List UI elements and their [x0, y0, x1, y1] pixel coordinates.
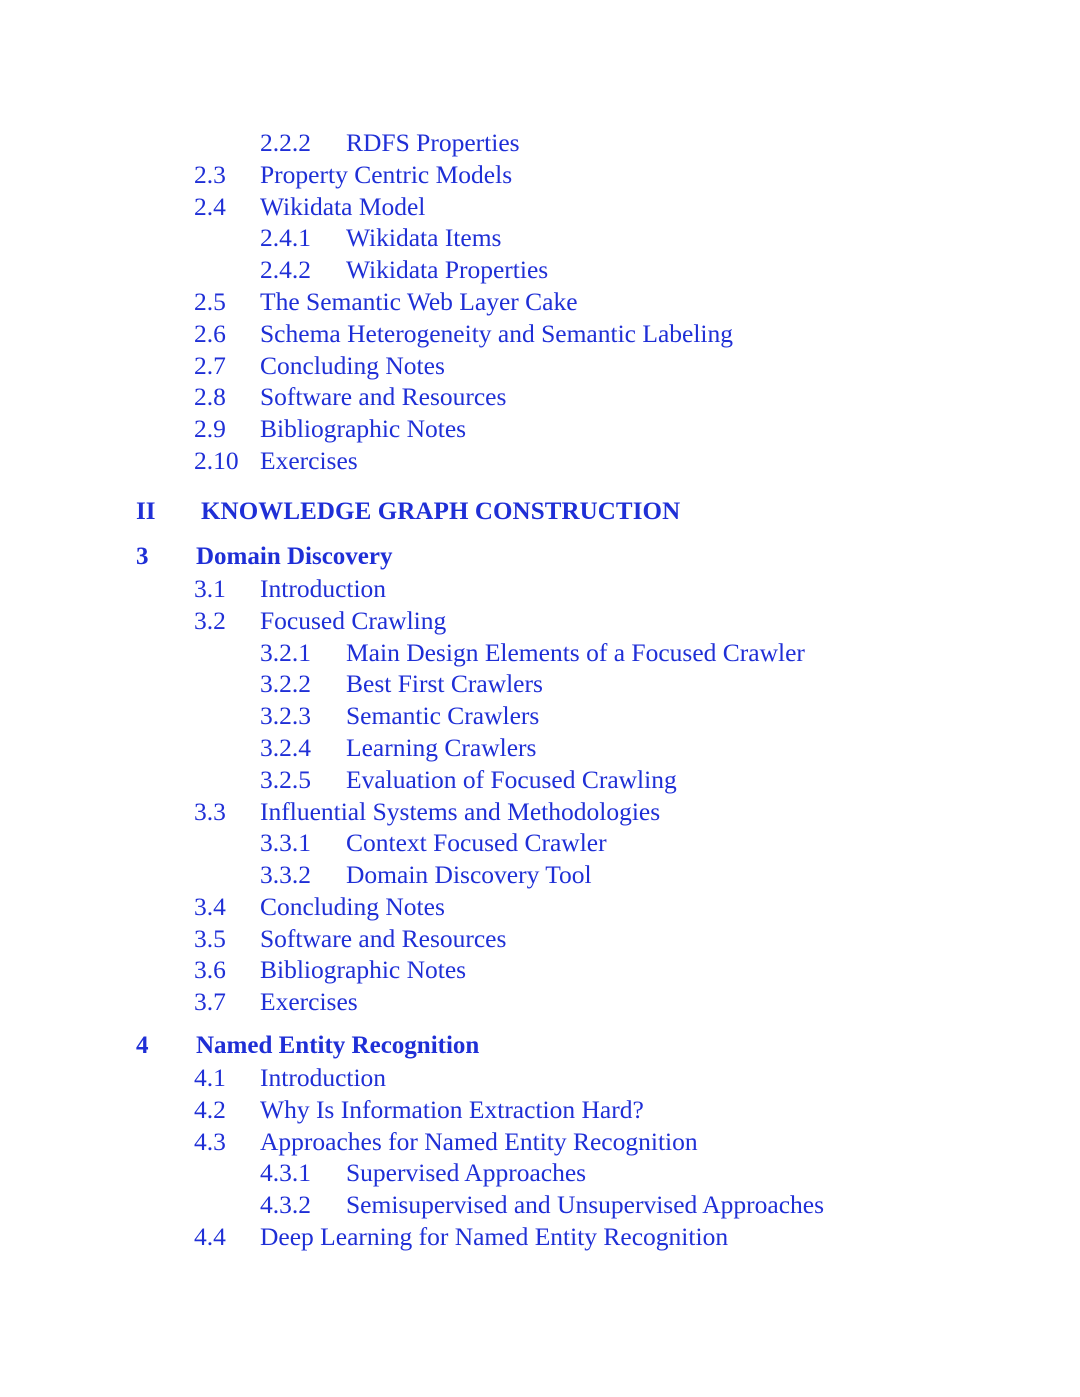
toc-entry-title: Context Focused Crawler	[346, 828, 607, 857]
toc-entry-number: 2.3	[194, 160, 226, 189]
toc-entry-number: 2.5	[194, 287, 226, 316]
toc-entry-title: Exercises	[260, 987, 358, 1016]
toc-entry-title: Property Centric Models	[260, 160, 513, 189]
toc-entry-title: Domain Discovery	[196, 543, 393, 570]
toc-entry-title: Bibliographic Notes	[260, 414, 467, 443]
toc-entry-number: 3.5	[194, 924, 226, 953]
toc-entry-title: Schema Heterogeneity and Semantic Labeling	[260, 319, 733, 348]
toc-entry-number: 3.2.5	[260, 765, 311, 794]
toc-entry-number: 4.1	[194, 1063, 226, 1092]
toc-entry-title: Introduction	[260, 574, 387, 603]
toc-entry-title: Influential Systems and Methodologies	[260, 797, 661, 826]
toc-entry-title: Wikidata Items	[346, 223, 502, 252]
toc-entry-title: Learning Crawlers	[346, 733, 537, 762]
toc-entry-title: Main Design Elements of a Focused Crawler	[346, 638, 805, 667]
toc-entry-number: 3.2.3	[260, 701, 311, 730]
toc-entry-title: Semisupervised and Unsupervised Approaches	[346, 1190, 825, 1219]
toc-entry-number: 3.1	[194, 574, 226, 603]
toc-entry-number: 2.4	[194, 192, 226, 221]
toc-entry-title: Domain Discovery Tool	[346, 860, 592, 889]
toc-entry-title: Approaches for Named Entity Recognition	[260, 1127, 698, 1156]
toc-entry-title: Software and Resources	[260, 924, 507, 953]
toc-entry-number: 2.8	[194, 382, 226, 411]
toc-entry-number: 4.3.1	[260, 1158, 311, 1187]
toc-entry-title: Exercises	[260, 446, 358, 475]
toc-entry-number: 3.3.1	[260, 828, 311, 857]
toc-entry-number: 3.2.1	[260, 638, 311, 667]
toc-entry-number: 4.3.2	[260, 1190, 311, 1219]
toc-entry-title: Best First Crawlers	[346, 669, 543, 698]
toc-entry-title: Bibliographic Notes	[260, 955, 467, 984]
toc-entry-number: 3.2.4	[260, 733, 311, 762]
toc-entry-number: 2.2.2	[260, 128, 311, 157]
toc-entry-title: Semantic Crawlers	[346, 701, 540, 730]
toc-entry-number: 3.6	[194, 955, 226, 984]
toc-entry-title: Software and Resources	[260, 382, 507, 411]
toc-entry-number: 2.7	[194, 351, 226, 380]
toc-entry-number: 2.9	[194, 414, 226, 443]
toc-entry-number: 3.3.2	[260, 860, 311, 889]
toc-entry-number: 3.4	[194, 892, 226, 921]
toc-entry-number: 3	[136, 543, 149, 570]
toc-entry-number: 2.6	[194, 319, 226, 348]
toc-entry-number: 3.7	[194, 987, 226, 1016]
toc-entry-title: Focused Crawling	[260, 606, 447, 635]
toc-entry-number: 3.2.2	[260, 669, 311, 698]
toc-entry-title: Wikidata Properties	[346, 255, 549, 284]
toc-entry-number: 2.4.2	[260, 255, 311, 284]
toc-entry-number: 4	[136, 1032, 149, 1059]
toc-entry-title: Supervised Approaches	[346, 1158, 587, 1187]
toc-entry-number: II	[136, 498, 156, 525]
toc-entry-number: 2.4.1	[260, 223, 311, 252]
toc-entry-title: The Semantic Web Layer Cake	[260, 287, 578, 316]
toc-entry-number: 3.2	[194, 606, 226, 635]
toc-entry-title: Deep Learning for Named Entity Recognition	[260, 1222, 729, 1251]
toc-entry-title: Evaluation of Focused Crawling	[346, 765, 677, 794]
toc-entry-title: Why Is Information Extraction Hard?	[260, 1095, 644, 1124]
toc-entry-title: Concluding Notes	[260, 351, 445, 380]
toc-entry-number: 2.10	[194, 446, 239, 475]
toc-entry-number: 3.3	[194, 797, 226, 826]
toc-entry-number: 4.2	[194, 1095, 226, 1124]
toc-entry-title: Concluding Notes	[260, 892, 445, 921]
toc-entry-number: 4.3	[194, 1127, 226, 1156]
toc-entry-title: Introduction	[260, 1063, 387, 1092]
toc-entry-title: Named Entity Recognition	[196, 1032, 480, 1059]
toc-entry-title: RDFS Properties	[346, 128, 520, 157]
toc-entry-number: 4.4	[194, 1222, 226, 1251]
toc-entry-title: KNOWLEDGE GRAPH CONSTRUCTION	[201, 498, 681, 525]
toc-entry-title: Wikidata Model	[260, 192, 426, 221]
